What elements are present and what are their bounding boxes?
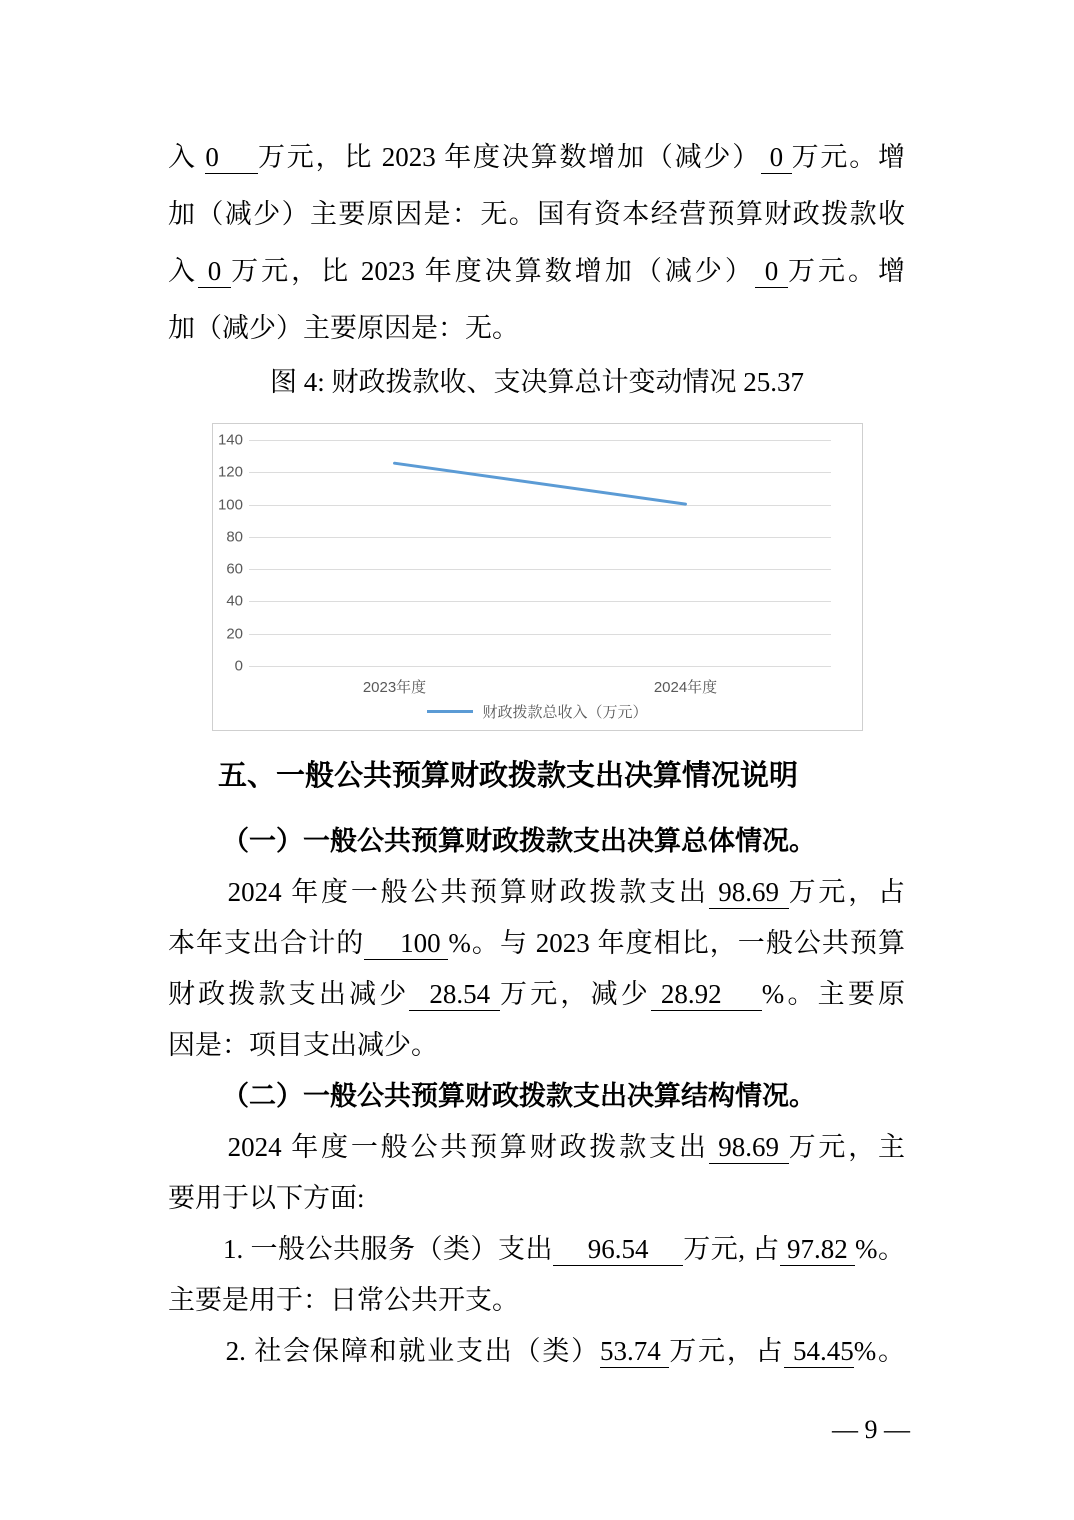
paragraph-sub2 — [168, 1122, 905, 1224]
text-segment: 2024 年度一般公共预算财政拨款支出 — [168, 877, 709, 907]
underlined-value: 28.92 — [650, 979, 762, 1009]
text-segment: %。与 2023 年度相比，一般公共预算 — [448, 928, 905, 958]
x-tick-label: 2024年度 — [653, 679, 718, 696]
text-line — [168, 969, 905, 1020]
y-tick-label: 40 — [226, 592, 243, 610]
text-segment: 万元，主 — [788, 1132, 906, 1162]
text-segment: 主要是用于：日常公共开支。 — [168, 1285, 519, 1315]
text-line — [168, 1326, 905, 1377]
text-line — [168, 300, 905, 357]
underlined-value: 98.69 — [708, 1132, 789, 1162]
x-tick-label: 2023年度 — [362, 679, 427, 696]
underlined-value: 54.45 — [784, 1336, 854, 1366]
figure4-chart — [212, 423, 863, 731]
text-line — [168, 243, 905, 300]
text-line — [168, 1122, 905, 1173]
y-tick-label: 100 — [217, 496, 243, 514]
text-segment: 1. 一般公共服务（类）支出 — [168, 1234, 553, 1264]
underlined-value: 98.69 — [708, 877, 789, 907]
underlined-value: 97.82 — [779, 1234, 855, 1264]
text-segment: 要用于以下方面: — [168, 1183, 365, 1213]
y-tick-label: 120 — [217, 463, 243, 481]
legend-label: 财政拨款总收入（万元） — [482, 704, 648, 721]
y-tick-label: 140 — [217, 431, 243, 449]
text-line — [168, 1173, 905, 1224]
text-line — [168, 918, 905, 969]
text-segment: 入 — [168, 256, 199, 286]
legend-line-swatch — [427, 710, 473, 713]
sub2-heading: （二）一般公共预算财政拨款支出决算结构情况。 — [222, 1081, 816, 1111]
underlined-value: 100 — [364, 928, 449, 958]
text-segment: 万元，比 2023 年度决算数增加（减少） — [231, 256, 755, 286]
y-tick-label: 0 — [234, 657, 243, 675]
text-line — [168, 1275, 905, 1326]
text-segment: 本年支出合计的 — [168, 928, 365, 958]
text-line — [168, 129, 905, 186]
text-segment: %。 — [855, 1234, 905, 1264]
text-segment: 万元，减少 — [500, 979, 651, 1009]
y-tick-label: 60 — [226, 560, 243, 578]
text-segment: 万元。增 — [791, 142, 906, 172]
paragraph-item1 — [168, 1224, 905, 1326]
paragraph-item2 — [168, 1326, 905, 1377]
underlined-value: 53.74 — [599, 1336, 670, 1366]
line-series — [213, 424, 862, 730]
section5-heading: 五、一般公共预算财政拨款支出决算情况说明 — [218, 760, 799, 792]
text-segment: 加（减少）主要原因是：无。国有资本经营预算财政拨款收 — [168, 199, 905, 229]
underlined-value: 0 — [205, 142, 258, 172]
text-segment: 万元，占 — [788, 877, 906, 907]
page-number: — 9 — — [832, 1415, 910, 1444]
underlined-value: 0 — [754, 256, 788, 286]
sub2-heading-block — [168, 1071, 905, 1122]
underlined-value: 96.54 — [553, 1234, 684, 1264]
text-segment: 万元。增 — [787, 256, 906, 286]
text-segment: 万元，占 — [669, 1336, 785, 1366]
text-segment: 万元，比 2023 年度决算数增加（减少） — [257, 142, 762, 172]
text-segment: 2. 社会保障和就业支出（类） — [168, 1336, 600, 1366]
text-line — [168, 867, 905, 918]
text-segment: 入 — [168, 142, 206, 172]
chart-legend — [213, 701, 862, 722]
text-line — [168, 1224, 905, 1275]
figure4-caption: 图 4: 财政拨款收、支决算总计变动情况 25.37 — [269, 367, 804, 397]
y-tick-label: 80 — [226, 528, 243, 546]
underlined-value: 0 — [198, 256, 232, 286]
text-segment: 2024 年度一般公共预算财政拨款支出 — [168, 1132, 709, 1162]
sub1-heading-block — [168, 816, 905, 867]
text-segment: 加（减少）主要原因是：无。 — [168, 313, 519, 343]
text-segment: %。主要原 — [761, 979, 906, 1009]
paragraph-sub1 — [168, 867, 905, 1071]
underlined-value: 28.54 — [409, 979, 501, 1009]
text-line — [168, 1020, 905, 1071]
sub1-heading: （一）一般公共预算财政拨款支出决算总体情况。 — [222, 826, 816, 856]
paragraph-fiscal-income — [168, 129, 905, 357]
text-segment: 财政拨款支出减少 — [168, 979, 410, 1009]
text-segment: %。 — [853, 1336, 906, 1366]
text-segment: 万元, 占 — [683, 1234, 780, 1264]
y-tick-label: 20 — [226, 625, 243, 643]
text-segment: 因是：项目支出减少。 — [168, 1030, 438, 1060]
text-line — [168, 186, 905, 243]
underlined-value: 0 — [761, 142, 792, 172]
